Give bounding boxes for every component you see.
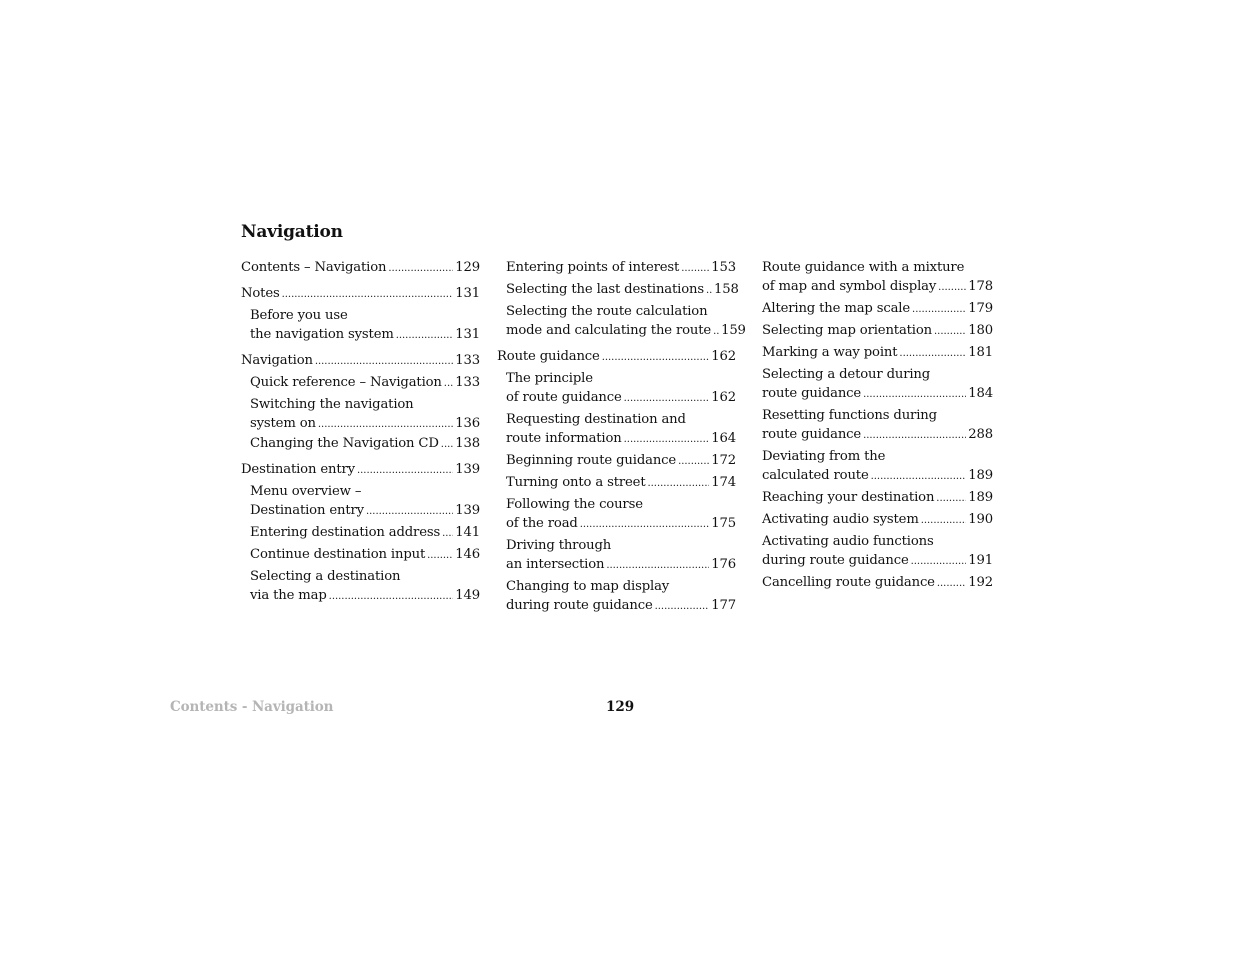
dot-leader [315, 351, 453, 371]
toc-entry-page-number: 191 [968, 553, 993, 568]
toc-entry-title: Contents – Navigation [241, 260, 387, 275]
toc-entry[interactable] [497, 451, 736, 471]
toc-entry-title-line: Resetting functions during [762, 408, 937, 423]
toc-entry[interactable] [241, 482, 480, 521]
toc-entry[interactable] [762, 510, 993, 530]
toc-entry-page-number: 176 [711, 557, 736, 572]
dot-leader [606, 555, 709, 575]
dot-leader [318, 414, 453, 434]
toc-entry-page-number: 174 [711, 475, 736, 490]
toc-entry-page-number: 178 [968, 279, 993, 294]
dot-leader [624, 388, 710, 408]
toc-entry[interactable] [762, 447, 993, 486]
toc-entry-title: Altering the map scale [762, 301, 911, 316]
toc-entry-page-number: 131 [455, 286, 480, 301]
toc-entry-row [762, 466, 993, 486]
toc-column-1 [241, 258, 480, 606]
toc-entry-title: Changing the Navigation CD [250, 436, 439, 451]
toc-entry-title: Entering destination address [250, 525, 441, 540]
toc-entry[interactable] [497, 369, 736, 408]
toc-entry-title: Beginning route guidance [506, 453, 677, 468]
toc-entry-title: Continue destination input [250, 547, 426, 562]
toc-entry-title: during route guidance [762, 553, 909, 568]
dot-leader [911, 551, 967, 571]
toc-entry-title: of the road [506, 516, 578, 531]
toc-entry-page-number: 162 [711, 390, 736, 405]
dot-leader [912, 299, 966, 319]
toc-entry-page-number: 189 [968, 468, 993, 483]
toc-entry-row [506, 280, 739, 300]
toc-entry-row [762, 299, 993, 319]
toc-entry-title: of map and symbol display [762, 279, 937, 294]
toc-entry-title: Cancelling route guidance [762, 575, 935, 590]
toc-entry-title-line: Before you use [250, 308, 348, 323]
toc-entry-title-line: Changing to map display [506, 579, 670, 594]
toc-entry-row [250, 325, 480, 345]
toc-entry[interactable] [497, 577, 736, 616]
toc-entry-page-number: 149 [455, 588, 480, 603]
toc-entry-title: Navigation [241, 353, 313, 368]
toc-entry-page-number: 133 [455, 375, 480, 390]
toc-entry-title-line: Activating audio functions [762, 534, 934, 549]
toc-entry-page-number: 181 [968, 345, 993, 360]
dot-leader [871, 466, 967, 486]
toc-entry-row [506, 321, 746, 341]
toc-entry-page-number: 175 [711, 516, 736, 531]
toc-entry[interactable] [497, 258, 736, 278]
toc-entry-row [250, 373, 480, 393]
toc-entry-page-number: 162 [711, 349, 736, 364]
toc-entry-row [762, 277, 993, 297]
toc-entry-page-number: 288 [968, 427, 993, 442]
toc-entry[interactable] [497, 495, 736, 534]
toc-entry[interactable] [762, 406, 993, 445]
toc-entry-page-number: 136 [455, 416, 480, 431]
toc-entry[interactable] [762, 573, 993, 593]
toc-entry-title: Destination entry [241, 462, 355, 477]
toc-entry-row [506, 473, 736, 493]
toc-entry-title: Notes [241, 286, 280, 301]
toc-entry-title-line: Selecting the route calculation [506, 304, 708, 319]
toc-entry-title: Activating audio system [762, 512, 919, 527]
toc-entry-title: calculated route [762, 468, 869, 483]
toc-entry-page-number: 172 [711, 453, 736, 468]
toc-entry-title-line: Deviating from the [762, 449, 886, 464]
toc-entry-title-line: The principle [506, 371, 593, 386]
toc-entry-page-number: 139 [455, 462, 480, 477]
toc-entry-row [506, 429, 736, 449]
toc-entry-title: route information [506, 431, 622, 446]
toc-entry-title-line: Driving through [506, 538, 612, 553]
toc-entry-page-number: 129 [455, 260, 480, 275]
toc-entry-row [250, 523, 480, 543]
toc-entry-row [250, 545, 480, 565]
toc-entry-page-number: 192 [968, 575, 993, 590]
dot-leader [863, 384, 966, 404]
toc-entry-title-line: Menu overview – [250, 484, 362, 499]
toc-entry-page-number: 177 [711, 598, 736, 613]
toc-entry-title: an intersection [506, 557, 605, 572]
toc-entry-title: Route guidance [497, 349, 600, 364]
dot-leader [427, 545, 453, 565]
toc-entry-page-number: 189 [968, 490, 993, 505]
toc-entry[interactable] [762, 299, 993, 319]
toc-entry-row [506, 555, 736, 575]
toc-column-3 [762, 258, 993, 593]
toc-entry-page-number: 190 [968, 512, 993, 527]
toc-entry-row [762, 343, 993, 363]
toc-entry-page-number: 146 [455, 547, 480, 562]
toc-entry-page-number: 180 [968, 323, 993, 338]
toc-entry-title: during route guidance [506, 598, 653, 613]
toc-entry[interactable] [497, 536, 736, 575]
dot-leader [678, 451, 709, 471]
dot-leader [713, 321, 719, 341]
toc-entry-title: via the map [250, 588, 327, 603]
toc-entry-title-line: Switching the navigation [250, 397, 414, 412]
page-title: Navigation [241, 222, 343, 242]
dot-leader [444, 373, 453, 393]
toc-entry-page-number: 139 [455, 503, 480, 518]
dot-leader [580, 514, 710, 534]
toc-entry[interactable] [241, 306, 480, 345]
toc-entry-title: mode and calculating the route [506, 323, 712, 338]
toc-entry-title-line: Selecting a detour during [762, 367, 931, 382]
toc-entry-title: Reaching your destination [762, 490, 935, 505]
toc-entry-row [506, 451, 736, 471]
toc-entry-row [241, 351, 480, 371]
toc-entry-page-number: 158 [713, 282, 739, 297]
dot-leader [937, 573, 966, 593]
toc-entry[interactable] [241, 373, 480, 393]
dot-leader [282, 284, 454, 304]
toc-entry-row [241, 460, 480, 480]
toc-entry[interactable] [762, 258, 993, 297]
toc-entry-page-number: 184 [968, 386, 993, 401]
toc-entry[interactable] [241, 284, 480, 304]
toc-entry[interactable] [241, 395, 480, 434]
dot-leader [936, 488, 966, 508]
dot-leader [934, 321, 966, 341]
toc-entry-row [506, 514, 736, 534]
toc-entry[interactable] [497, 410, 736, 449]
toc-entry[interactable] [762, 343, 993, 363]
toc-entry-row [762, 384, 993, 404]
toc-entry-title: Selecting the last destinations [506, 282, 704, 297]
toc-entry-row [506, 388, 736, 408]
dot-leader [624, 429, 710, 449]
toc-entry-page-number: 164 [711, 431, 736, 446]
toc-entry-title: the navigation system [250, 327, 394, 342]
toc-entry-title-line: Selecting a destination [250, 569, 401, 584]
footer-page-number: 129 [606, 699, 635, 715]
toc-entry-page-number: 153 [711, 260, 736, 275]
toc-entry-page-number: 159 [721, 323, 746, 338]
dot-leader [921, 510, 967, 530]
toc-entry-title: of route guidance [506, 390, 622, 405]
toc-entry-row [250, 414, 480, 434]
footer-section-title[interactable]: Contents - Navigation [170, 699, 334, 715]
toc-entry-title-line: Route guidance with a mixture [762, 260, 965, 275]
toc-entry-title-line: Requesting destination and [506, 412, 686, 427]
dot-leader [602, 347, 710, 367]
toc-entry-row [762, 551, 993, 571]
toc-entry-title: Entering points of interest [506, 260, 680, 275]
dot-leader [681, 258, 709, 278]
dot-leader [863, 425, 966, 445]
toc-entry-page-number: 133 [455, 353, 480, 368]
toc-entry-row [762, 425, 993, 445]
toc-entry-title: Quick reference – Navigation [250, 375, 442, 390]
dot-leader [357, 460, 453, 480]
toc-entry-title: Selecting map orientation [762, 323, 933, 338]
toc-entry-title: Destination entry [250, 503, 364, 518]
toc-entry-title: Turning onto a street [506, 475, 646, 490]
toc-entry-page-number: 179 [968, 301, 993, 316]
toc-entry-row [762, 321, 993, 341]
toc-entry[interactable] [241, 523, 480, 543]
toc-entry[interactable] [497, 302, 746, 341]
toc-entry-title-line: Following the course [506, 497, 643, 512]
toc-entry-row [250, 434, 480, 454]
dot-leader [706, 280, 712, 300]
dot-leader [366, 501, 453, 521]
dot-leader [442, 523, 453, 543]
toc-entry[interactable] [241, 434, 480, 454]
toc-entry-row [241, 284, 480, 304]
toc-entry-row [762, 488, 993, 508]
toc-entry[interactable] [241, 351, 480, 371]
toc-entry-row [497, 347, 736, 367]
toc-entry-row [250, 501, 480, 521]
toc-entry[interactable] [762, 321, 993, 341]
toc-column-2 [497, 258, 746, 616]
toc-entry[interactable] [241, 545, 480, 565]
dot-leader [396, 325, 454, 345]
toc-entry-row [250, 586, 480, 606]
toc-entry-page-number: 141 [455, 525, 480, 540]
toc-entry[interactable] [241, 567, 480, 606]
toc-entry-title: system on [250, 416, 316, 431]
toc-entry[interactable] [762, 488, 993, 508]
toc-entry[interactable] [241, 258, 480, 278]
toc-entry-title: route guidance [762, 427, 862, 442]
dot-leader [647, 473, 709, 493]
toc-entry[interactable] [497, 280, 739, 300]
dot-leader [441, 434, 453, 454]
toc-entry[interactable] [762, 365, 993, 404]
toc-entry-row [506, 596, 736, 616]
toc-entry[interactable] [241, 460, 480, 480]
dot-leader [388, 258, 453, 278]
toc-entry[interactable] [762, 532, 993, 571]
dot-leader [655, 596, 710, 616]
toc-entry-row [762, 573, 993, 593]
toc-entry-title: route guidance [762, 386, 862, 401]
toc-entry-page-number: 138 [455, 436, 480, 451]
toc-entry-page-number: 131 [455, 327, 480, 342]
dot-leader [899, 343, 966, 363]
toc-entry-row [762, 510, 993, 530]
toc-entry-title: Marking a way point [762, 345, 898, 360]
toc-entry-row [241, 258, 480, 278]
dot-leader [329, 586, 454, 606]
dot-leader [938, 277, 966, 297]
toc-entry[interactable] [497, 473, 736, 493]
toc-entry-row [506, 258, 736, 278]
toc-entry[interactable] [497, 347, 736, 367]
